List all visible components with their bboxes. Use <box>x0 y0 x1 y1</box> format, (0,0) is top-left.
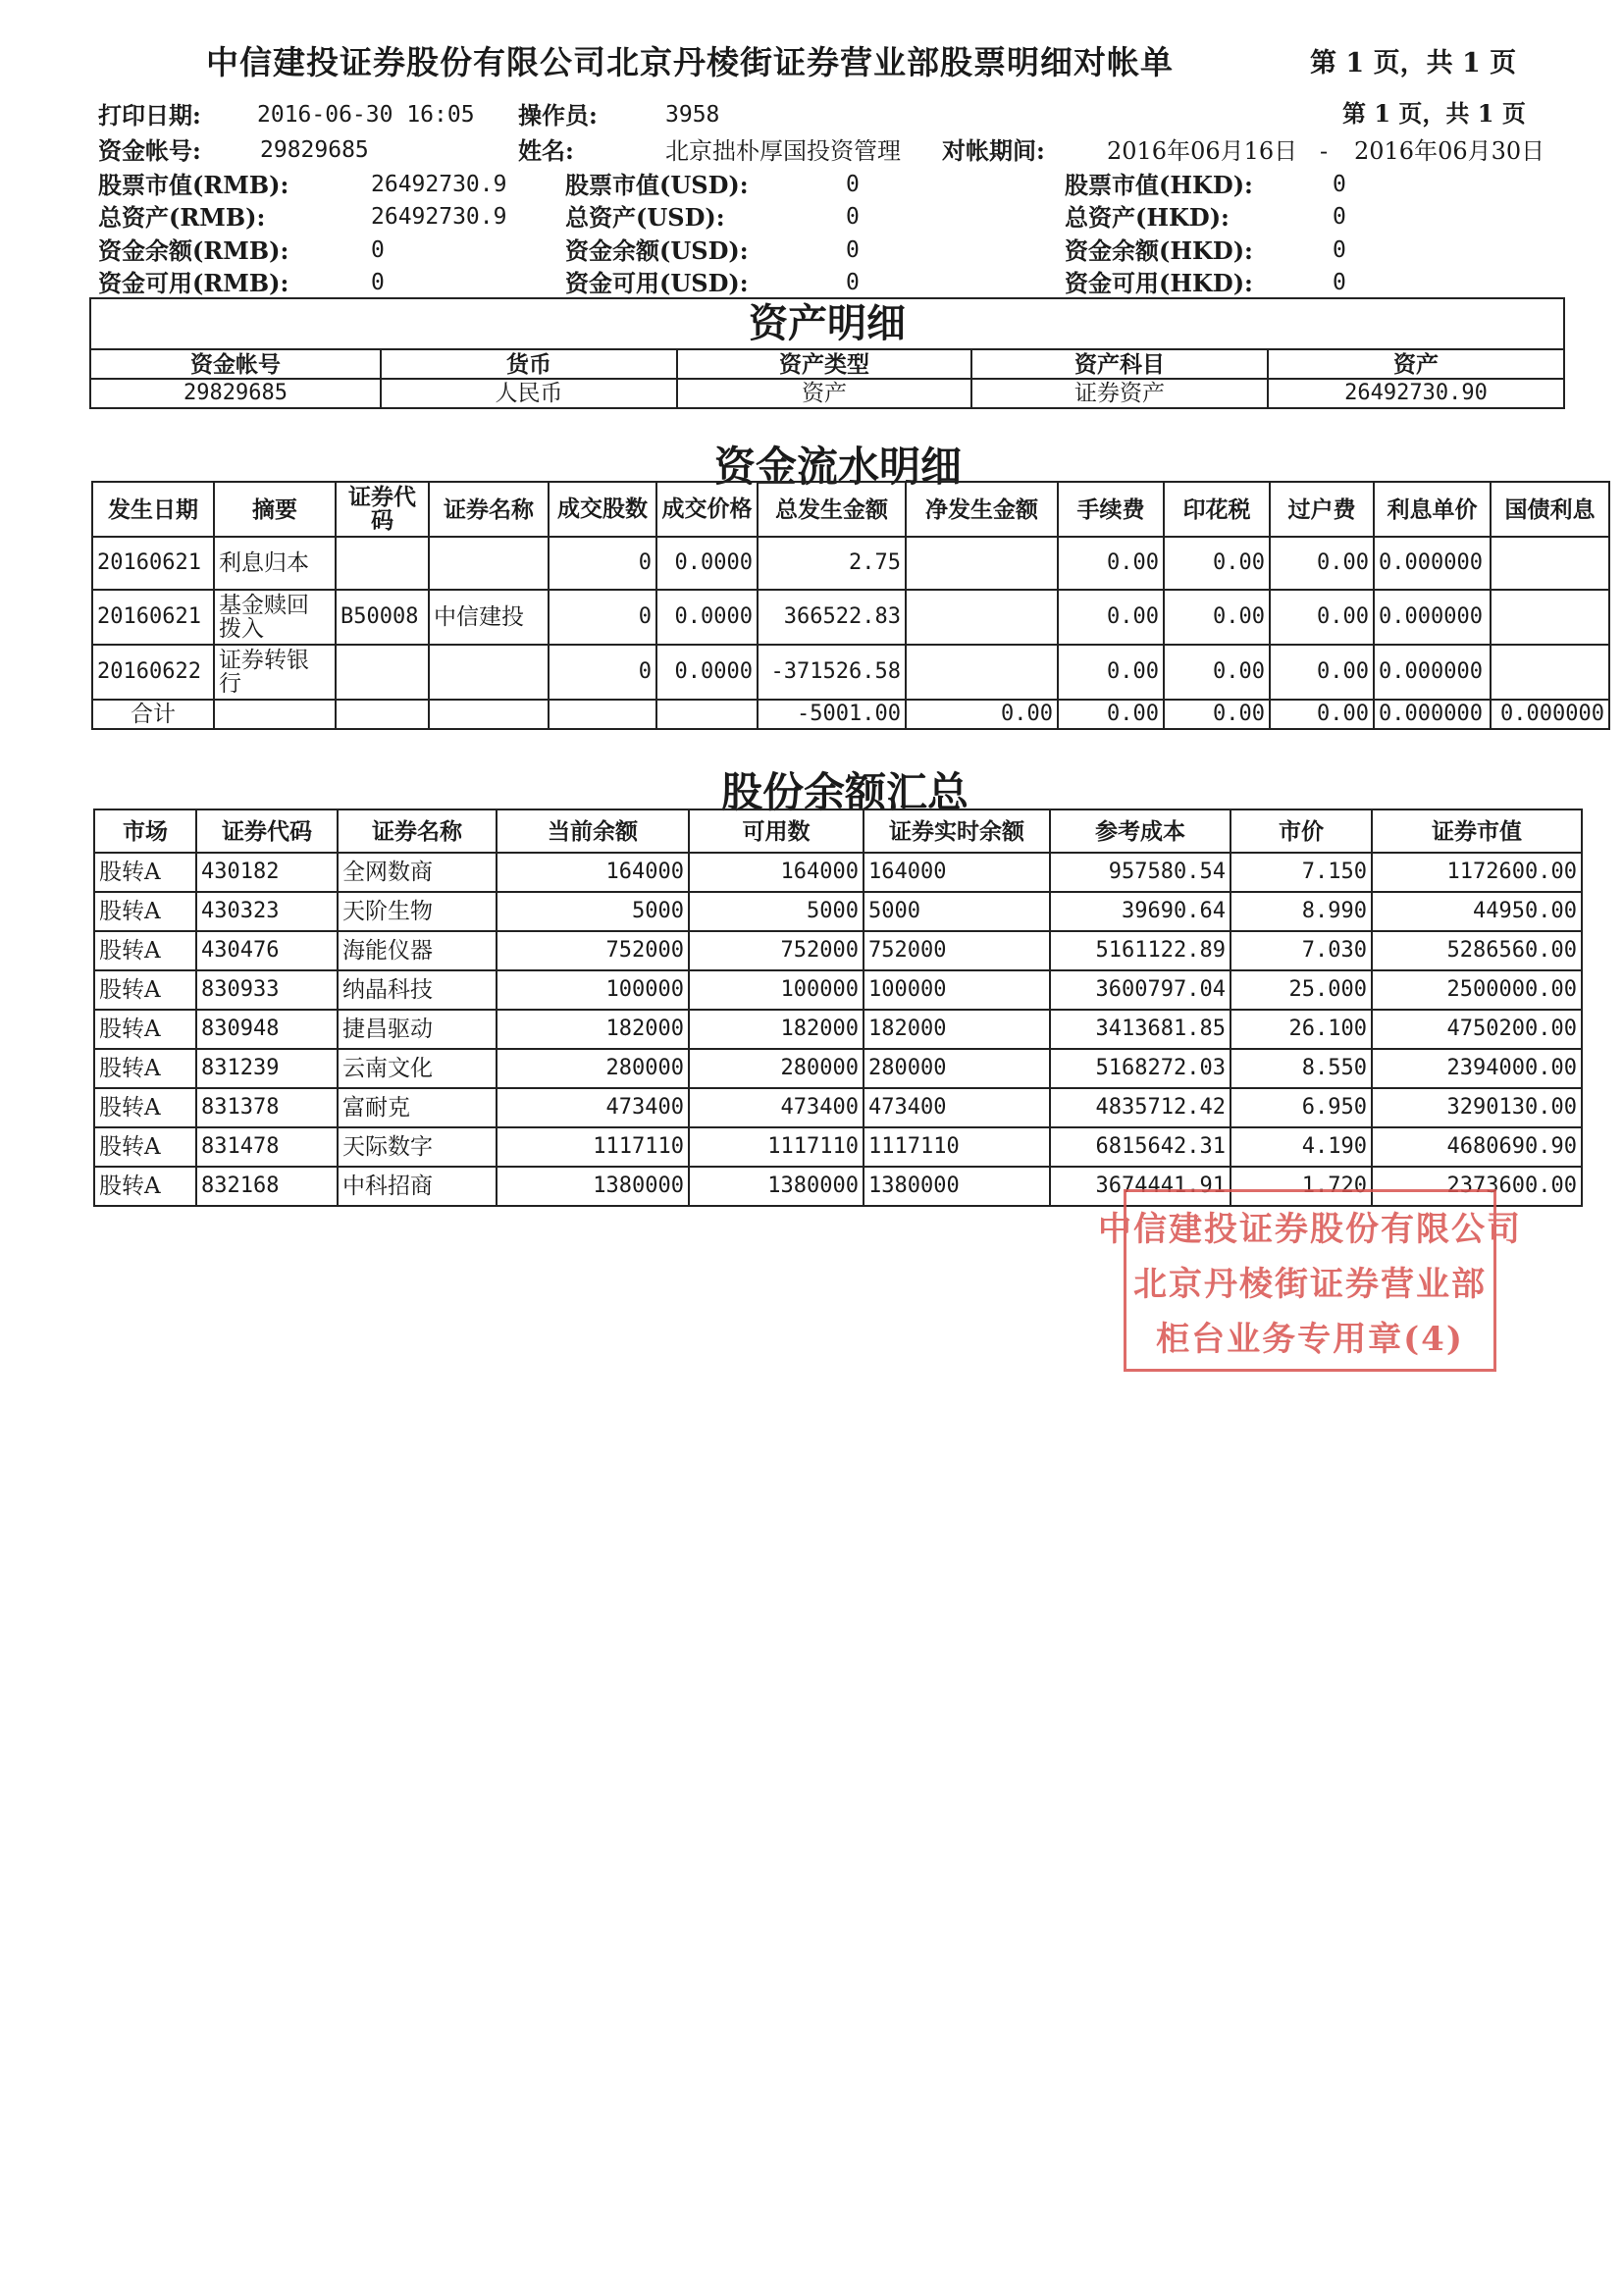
table-cell: 752000 <box>497 931 689 970</box>
document-title: 中信建投证券股份有限公司北京丹棱街证券营业部股票明细对帐单 <box>206 43 1174 81</box>
table-cell: 164000 <box>689 853 864 892</box>
table-cell: 0.00 <box>1164 700 1270 729</box>
table-cell <box>429 645 549 700</box>
table-cell: 430182 <box>196 853 338 892</box>
table-cell: 股转A <box>94 1088 196 1127</box>
table-cell: 0.00 <box>1164 590 1270 645</box>
table-cell: 1380000 <box>497 1167 689 1206</box>
table-cell: 0.00 <box>1058 700 1164 729</box>
table-cell: 0.000000 <box>1491 700 1609 729</box>
asset-header: 资产 <box>1268 349 1564 379</box>
stock-value-usd: 0 <box>846 172 860 197</box>
table-cell: 29829685 <box>90 379 381 408</box>
stock-value-usd-label: 股票市值(USD): <box>565 171 749 199</box>
cash-available-usd: 0 <box>846 270 860 295</box>
table-cell: 海能仪器 <box>338 931 497 970</box>
table-cell: 5286560.00 <box>1372 931 1582 970</box>
table-cell: 182000 <box>864 1010 1050 1049</box>
holdings-table <box>93 809 1583 1207</box>
total-row <box>92 700 1609 729</box>
holdings-header: 证券代码 <box>196 809 338 853</box>
holdings-header: 可用数 <box>689 809 864 853</box>
table-cell: 4835712.42 <box>1050 1088 1230 1127</box>
table-row <box>94 892 1582 931</box>
print-date-label: 打印日期: <box>98 101 201 130</box>
table-cell: 0.0000 <box>656 645 758 700</box>
cash-flow-title: 资金流水明细 <box>714 443 963 491</box>
flow-header: 印花税 <box>1164 482 1270 537</box>
table-cell: 182000 <box>497 1010 689 1049</box>
table-cell: 20160621 <box>92 590 214 645</box>
table-cell: 430323 <box>196 892 338 931</box>
table-cell: 中科招商 <box>338 1167 497 1206</box>
table-cell: 831239 <box>196 1049 338 1088</box>
flow-header: 发生日期 <box>92 482 214 537</box>
table-cell: 0.00 <box>1058 537 1164 590</box>
table-cell: 4.190 <box>1230 1127 1372 1167</box>
table-cell: 4680690.90 <box>1372 1127 1582 1167</box>
stamp-line: 北京丹棱街证券营业部 <box>1133 1264 1487 1304</box>
table-cell: 富耐克 <box>338 1088 497 1127</box>
cash-balance-usd-label: 资金余额(USD): <box>565 236 749 265</box>
table-cell: 6815642.31 <box>1050 1127 1230 1167</box>
table-cell <box>336 645 429 700</box>
cash-available-usd-label: 资金可用(USD): <box>565 269 749 297</box>
period-label: 对帐期间: <box>942 136 1045 165</box>
table-cell: 2500000.00 <box>1372 970 1582 1010</box>
stock-value-hkd-label: 股票市值(HKD): <box>1065 171 1253 199</box>
table-cell: 0 <box>549 590 656 645</box>
cash-balance-rmb-label: 资金余额(RMB): <box>98 236 289 265</box>
table-cell: 0.00 <box>1058 590 1164 645</box>
table-cell: 280000 <box>864 1049 1050 1088</box>
table-cell: 3600797.04 <box>1050 970 1230 1010</box>
flow-header: 净发生金额 <box>906 482 1058 537</box>
table-cell: 0.0000 <box>656 590 758 645</box>
table-cell: 0.00 <box>1270 590 1374 645</box>
table-cell: 人民币 <box>381 379 677 408</box>
table-cell: 752000 <box>689 931 864 970</box>
table-cell: 0.000000 <box>1374 700 1491 729</box>
table-cell: 0.0000 <box>656 537 758 590</box>
table-cell <box>1491 537 1609 590</box>
holdings-title: 股份余额汇总 <box>721 768 969 816</box>
table-cell: 20160621 <box>92 537 214 590</box>
table-cell: 纳晶科技 <box>338 970 497 1010</box>
table-cell: 1117110 <box>497 1127 689 1167</box>
table-row <box>94 931 1582 970</box>
account-label: 资金帐号: <box>98 136 201 165</box>
table-cell: 831478 <box>196 1127 338 1167</box>
table-row <box>94 1049 1582 1088</box>
table-cell: 1380000 <box>864 1167 1050 1206</box>
table-cell: 云南文化 <box>338 1049 497 1088</box>
table-cell: 证券转银行 <box>214 645 336 700</box>
table-cell: 4750200.00 <box>1372 1010 1582 1049</box>
table-cell: 5168272.03 <box>1050 1049 1230 1088</box>
holdings-header: 市价 <box>1230 809 1372 853</box>
table-cell: 0.000000 <box>1374 590 1491 645</box>
table-cell: 100000 <box>497 970 689 1010</box>
flow-header: 证券名称 <box>429 482 549 537</box>
table-cell: 资产 <box>677 379 971 408</box>
table-cell: 股转A <box>94 1127 196 1167</box>
table-cell: 430476 <box>196 931 338 970</box>
table-cell: 0.00 <box>906 700 1058 729</box>
table-cell <box>549 700 656 729</box>
table-cell: 830933 <box>196 970 338 1010</box>
table-cell: 0.000000 <box>1374 537 1491 590</box>
table-cell: 捷昌驱动 <box>338 1010 497 1049</box>
table-cell: 44950.00 <box>1372 892 1582 931</box>
table-cell: 股转A <box>94 1010 196 1049</box>
total-assets-hkd: 0 <box>1333 204 1346 230</box>
table-cell: 8.550 <box>1230 1049 1372 1088</box>
table-cell: 280000 <box>689 1049 864 1088</box>
table-row <box>94 1010 1582 1049</box>
table-cell: 0.00 <box>1058 645 1164 700</box>
table-cell: 股转A <box>94 892 196 931</box>
table-cell: 7.150 <box>1230 853 1372 892</box>
cash-available-hkd: 0 <box>1333 270 1346 295</box>
cash-available-hkd-label: 资金可用(HKD): <box>1065 269 1253 297</box>
table-cell: 2.75 <box>758 537 906 590</box>
table-cell: 股转A <box>94 1167 196 1206</box>
flow-header: 手续费 <box>1058 482 1164 537</box>
asset-header: 货币 <box>381 349 677 379</box>
holdings-header: 参考成本 <box>1050 809 1230 853</box>
table-cell <box>429 700 549 729</box>
cash-balance-rmb: 0 <box>371 237 385 263</box>
table-cell: 8.990 <box>1230 892 1372 931</box>
table-cell: 0.00 <box>1270 645 1374 700</box>
table-cell <box>336 537 429 590</box>
name-value: 北京拙朴厚国投资管理 <box>665 137 901 165</box>
company-seal-stamp <box>1098 1189 1522 1372</box>
holdings-header: 证券实时余额 <box>864 809 1050 853</box>
table-cell: 证券资产 <box>971 379 1268 408</box>
table-cell: 100000 <box>689 970 864 1010</box>
table-cell <box>906 537 1058 590</box>
table-cell: 股转A <box>94 1049 196 1088</box>
table-cell: 1.720 <box>1230 1167 1372 1206</box>
flow-header: 摘要 <box>214 482 336 537</box>
period-start: 2016年06月16日 <box>1107 137 1298 165</box>
table-cell: 1172600.00 <box>1372 853 1582 892</box>
holdings-header: 当前余额 <box>497 809 689 853</box>
table-row <box>90 379 1564 408</box>
table-cell: 1380000 <box>689 1167 864 1206</box>
asset-header: 资产类型 <box>677 349 971 379</box>
table-cell: -371526.58 <box>758 645 906 700</box>
total-assets-rmb-label: 总资产(RMB): <box>98 203 266 232</box>
cash-available-rmb: 0 <box>371 270 385 295</box>
account-value: 29829685 <box>260 137 369 163</box>
table-cell: 830948 <box>196 1010 338 1049</box>
table-cell: 832168 <box>196 1167 338 1206</box>
table-cell: 3413681.85 <box>1050 1010 1230 1049</box>
table-cell: 26.100 <box>1230 1010 1372 1049</box>
table-row <box>94 970 1582 1010</box>
table-cell: 0.00 <box>1164 537 1270 590</box>
table-cell: 5000 <box>864 892 1050 931</box>
stock-value-rmb-label: 股票市值(RMB): <box>98 171 289 199</box>
table-cell: 全网数商 <box>338 853 497 892</box>
table-cell: 5000 <box>689 892 864 931</box>
table-cell: 1117110 <box>864 1127 1050 1167</box>
table-cell: 366522.83 <box>758 590 906 645</box>
table-cell: -5001.00 <box>758 700 906 729</box>
stamp-line: 中信建投证券股份有限公司 <box>1098 1209 1522 1249</box>
table-cell: 5161122.89 <box>1050 931 1230 970</box>
table-cell: B50008 <box>336 590 429 645</box>
total-assets-usd: 0 <box>846 204 860 230</box>
table-cell: 280000 <box>497 1049 689 1088</box>
table-cell: 0.00 <box>1164 645 1270 700</box>
table-cell: 合计 <box>92 700 214 729</box>
table-cell <box>1491 590 1609 645</box>
table-cell: 股转A <box>94 931 196 970</box>
cash-balance-usd: 0 <box>846 237 860 263</box>
table-cell: 164000 <box>864 853 1050 892</box>
table-cell: 20160622 <box>92 645 214 700</box>
table-row <box>94 853 1582 892</box>
table-cell: 基金赎回拨入 <box>214 590 336 645</box>
table-cell: 股转A <box>94 853 196 892</box>
table-row <box>94 1127 1582 1167</box>
table-row <box>92 537 1609 590</box>
table-cell: 831378 <box>196 1088 338 1127</box>
holdings-header: 证券市值 <box>1372 809 1582 853</box>
table-cell <box>214 700 336 729</box>
table-cell <box>429 537 549 590</box>
page-indicator-sub: 第 1 页，共 1 页 <box>1342 99 1526 128</box>
stock-value-hkd: 0 <box>1333 172 1346 197</box>
table-cell <box>1491 645 1609 700</box>
table-cell: 6.950 <box>1230 1088 1372 1127</box>
table-cell: 0 <box>549 537 656 590</box>
table-cell: 中信建投 <box>429 590 549 645</box>
table-cell: 26492730.90 <box>1268 379 1564 408</box>
table-cell: 473400 <box>864 1088 1050 1127</box>
table-row <box>92 645 1609 700</box>
table-cell: 2394000.00 <box>1372 1049 1582 1088</box>
table-cell: 股转A <box>94 970 196 1010</box>
table-cell: 752000 <box>864 931 1050 970</box>
table-cell: 0 <box>549 645 656 700</box>
operator-value: 3958 <box>665 102 720 128</box>
stamp-line: 柜台业务专用章(4) <box>1156 1319 1464 1359</box>
total-assets-rmb: 26492730.9 <box>371 204 507 230</box>
cash-flow-table <box>91 481 1610 730</box>
holdings-header: 市场 <box>94 809 196 853</box>
flow-header: 成交价格 <box>656 482 758 537</box>
cash-balance-hkd-label: 资金余额(HKD): <box>1065 236 1253 265</box>
stock-value-rmb: 26492730.9 <box>371 172 507 197</box>
flow-header: 过户费 <box>1270 482 1374 537</box>
table-cell: 利息归本 <box>214 537 336 590</box>
flow-header: 总发生金额 <box>758 482 906 537</box>
cash-balance-hkd: 0 <box>1333 237 1346 263</box>
table-cell: 0.00 <box>1270 700 1374 729</box>
table-cell: 3290130.00 <box>1372 1088 1582 1127</box>
table-cell <box>906 590 1058 645</box>
table-cell: 5000 <box>497 892 689 931</box>
page-indicator-top: 第 1 页，共 1 页 <box>1310 48 1517 78</box>
table-row <box>94 1088 1582 1127</box>
table-cell: 182000 <box>689 1010 864 1049</box>
total-assets-hkd-label: 总资产(HKD): <box>1065 203 1230 232</box>
table-cell: 25.000 <box>1230 970 1372 1010</box>
flow-header: 国债利息 <box>1491 482 1609 537</box>
table-cell: 164000 <box>497 853 689 892</box>
table-cell: 天际数字 <box>338 1127 497 1167</box>
flow-header: 利息单价 <box>1374 482 1491 537</box>
asset-detail-table <box>89 297 1565 409</box>
period-end: 2016年06月30日 <box>1354 137 1545 165</box>
table-cell: 473400 <box>689 1088 864 1127</box>
total-assets-usd-label: 总资产(USD): <box>565 203 725 232</box>
cash-available-rmb-label: 资金可用(RMB): <box>98 269 289 297</box>
table-cell: 39690.64 <box>1050 892 1230 931</box>
table-cell <box>656 700 758 729</box>
period-separator: - <box>1320 137 1329 165</box>
print-date-value: 2016-06-30 16:05 <box>257 102 475 128</box>
asset-header: 资产科目 <box>971 349 1268 379</box>
flow-header: 成交股数 <box>549 482 656 537</box>
table-cell: 1117110 <box>689 1127 864 1167</box>
name-label: 姓名: <box>518 136 574 165</box>
table-cell: 473400 <box>497 1088 689 1127</box>
asset-detail-title: 资产明细 <box>90 298 1564 349</box>
table-cell: 0.00 <box>1270 537 1374 590</box>
table-cell: 957580.54 <box>1050 853 1230 892</box>
table-cell <box>336 700 429 729</box>
operator-label: 操作员: <box>518 101 598 130</box>
table-cell: 天阶生物 <box>338 892 497 931</box>
table-cell: 0.000000 <box>1374 645 1491 700</box>
table-cell: 7.030 <box>1230 931 1372 970</box>
holdings-header: 证券名称 <box>338 809 497 853</box>
table-cell <box>906 645 1058 700</box>
table-cell: 2373600.00 <box>1372 1167 1582 1206</box>
table-cell: 3674441.91 <box>1050 1167 1230 1206</box>
table-cell: 100000 <box>864 970 1050 1010</box>
table-row <box>92 590 1609 645</box>
asset-header: 资金帐号 <box>90 349 381 379</box>
flow-header: 证券代码 <box>336 482 429 537</box>
